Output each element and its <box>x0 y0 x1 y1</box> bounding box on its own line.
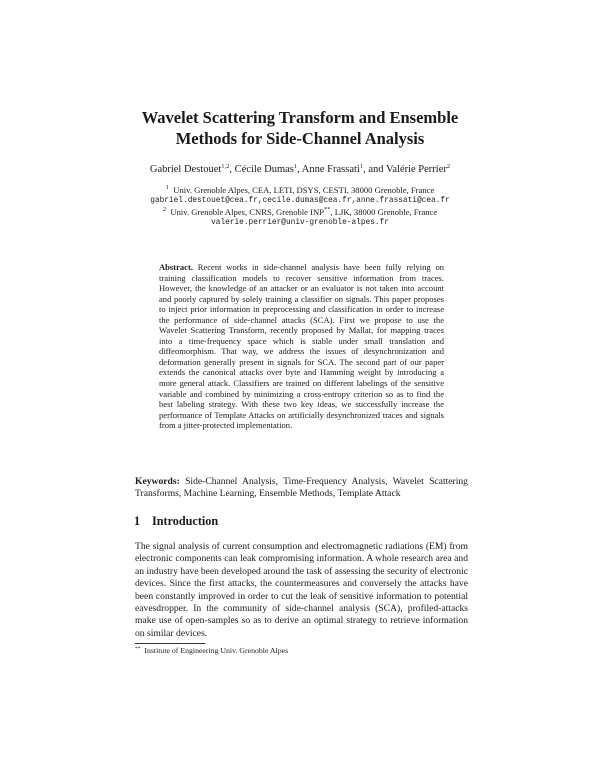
author-affil-mark: 2 <box>446 163 451 170</box>
affiliation-1-text <box>0 185 600 196</box>
affiliation-2 <box>0 207 600 229</box>
section-title: Introduction <box>152 514 219 528</box>
affiliation-1-address: Univ. Grenoble Alpes, CEA, LETI, DSYS, CESTI, 38000 Grenoble, France <box>173 185 435 195</box>
author-affil-mark: 1 <box>293 163 298 170</box>
keywords <box>135 476 468 501</box>
author-name: Cécile Dumas <box>234 164 294 175</box>
title-line-1: Wavelet Scattering Transform and Ensemble <box>141 108 459 127</box>
author-separator: , <box>297 164 302 175</box>
introduction-paragraph: The signal analysis of current consumption and electromagnetic radiations (EM) from electronic components can leak compromising information. A whole research area and an industry have been developed around the task of assessing the security of electronic devices. Since the first attacks, the countermeasures and conversely the attacks have been constantly improved in order to cut the leak of sensitive information to potential eavesdropper. In the community of side-channel analysis (SCA), profiled-attacks make use of open-samples so as to derive an optimal strategy to retrieve information on similar devices. <box>135 541 468 639</box>
author-name: Valérie Perrier <box>385 164 447 175</box>
footnote-mark: ** <box>135 646 141 652</box>
footnote <box>135 646 468 656</box>
paper-title <box>0 107 600 149</box>
affiliation-mark: 1 <box>165 184 169 191</box>
affiliation-1 <box>0 185 600 207</box>
author-affil-mark: 1,2 <box>221 163 230 170</box>
abstract-label: Abstract. <box>159 262 193 272</box>
affiliation-2-text <box>0 207 600 218</box>
author-separator: , <box>229 164 235 175</box>
section-number: 1 <box>134 514 141 528</box>
abstract <box>159 262 444 431</box>
author-separator: , and <box>363 164 386 175</box>
affiliation-1-emails: gabriel.destouet@cea.fr,cecile.dumas@cea.fr,anne.frassati@cea.fr <box>150 197 450 205</box>
footnote-text: Institute of Engineering Univ. Grenoble Alpes <box>144 646 289 655</box>
section-heading <box>134 514 218 528</box>
footnote-divider <box>135 643 205 644</box>
affiliation-2-email: valerie.perrier@univ-grenoble-alpes.fr <box>211 219 389 227</box>
title-line-2: Methods for Side-Channel Analysis <box>175 129 425 148</box>
keywords-label: Keywords: <box>135 476 180 487</box>
affiliation-mark: 2 <box>162 206 167 213</box>
author-affil-mark: 1 <box>359 163 364 170</box>
footnote-ref-mark: ** <box>324 206 331 213</box>
author-name: Anne Frassati <box>301 164 360 175</box>
affiliation-2-address-rest: , LJK, 38000 Grenoble, France <box>330 207 438 217</box>
affiliation-2-address: Univ. Grenoble Alpes, CNRS, Grenoble INP <box>170 207 324 217</box>
author-name: Gabriel Destouet <box>149 164 222 175</box>
abstract-text: Recent works in side-channel analysis have been fully relying on training classification models to recover sensitive information from traces. However, the knowledge of an attacker or an evaluator is not taken into account and poorly captured by solely training a classifier on signals. This paper proposes to inject prior information in preprocessing and classification in order to increase the performance of side-channel attacks (SCA). First we propose to use the Wavelet Scattering Transform, recently proposed by Mallat, for mapping traces into a time-frequency space which is stable under small translation and diffeomorphism. That way, we address the issues of desynchronization and deformation generally present in signals for SCA. The second part of our paper extends the canonical attacks over byte and Hamming weight by introducing a more general attack. Classifiers are trained on different labelings of the sensitive variable and combined by minimizing a cross-entropy criterion so as to find the best labeling strategy. With these two key ideas, we successfully increase the performance of Template Attacks on artificially desynchronized traces and signals from a jitter-protected implementation. <box>159 262 445 431</box>
author-list <box>0 163 600 176</box>
keywords-text: Side-Channel Analysis, Time-Frequency Analysis, Wavelet Scattering Transforms, Machine Learning, Ensemble Methods, Template Attack <box>135 476 468 500</box>
